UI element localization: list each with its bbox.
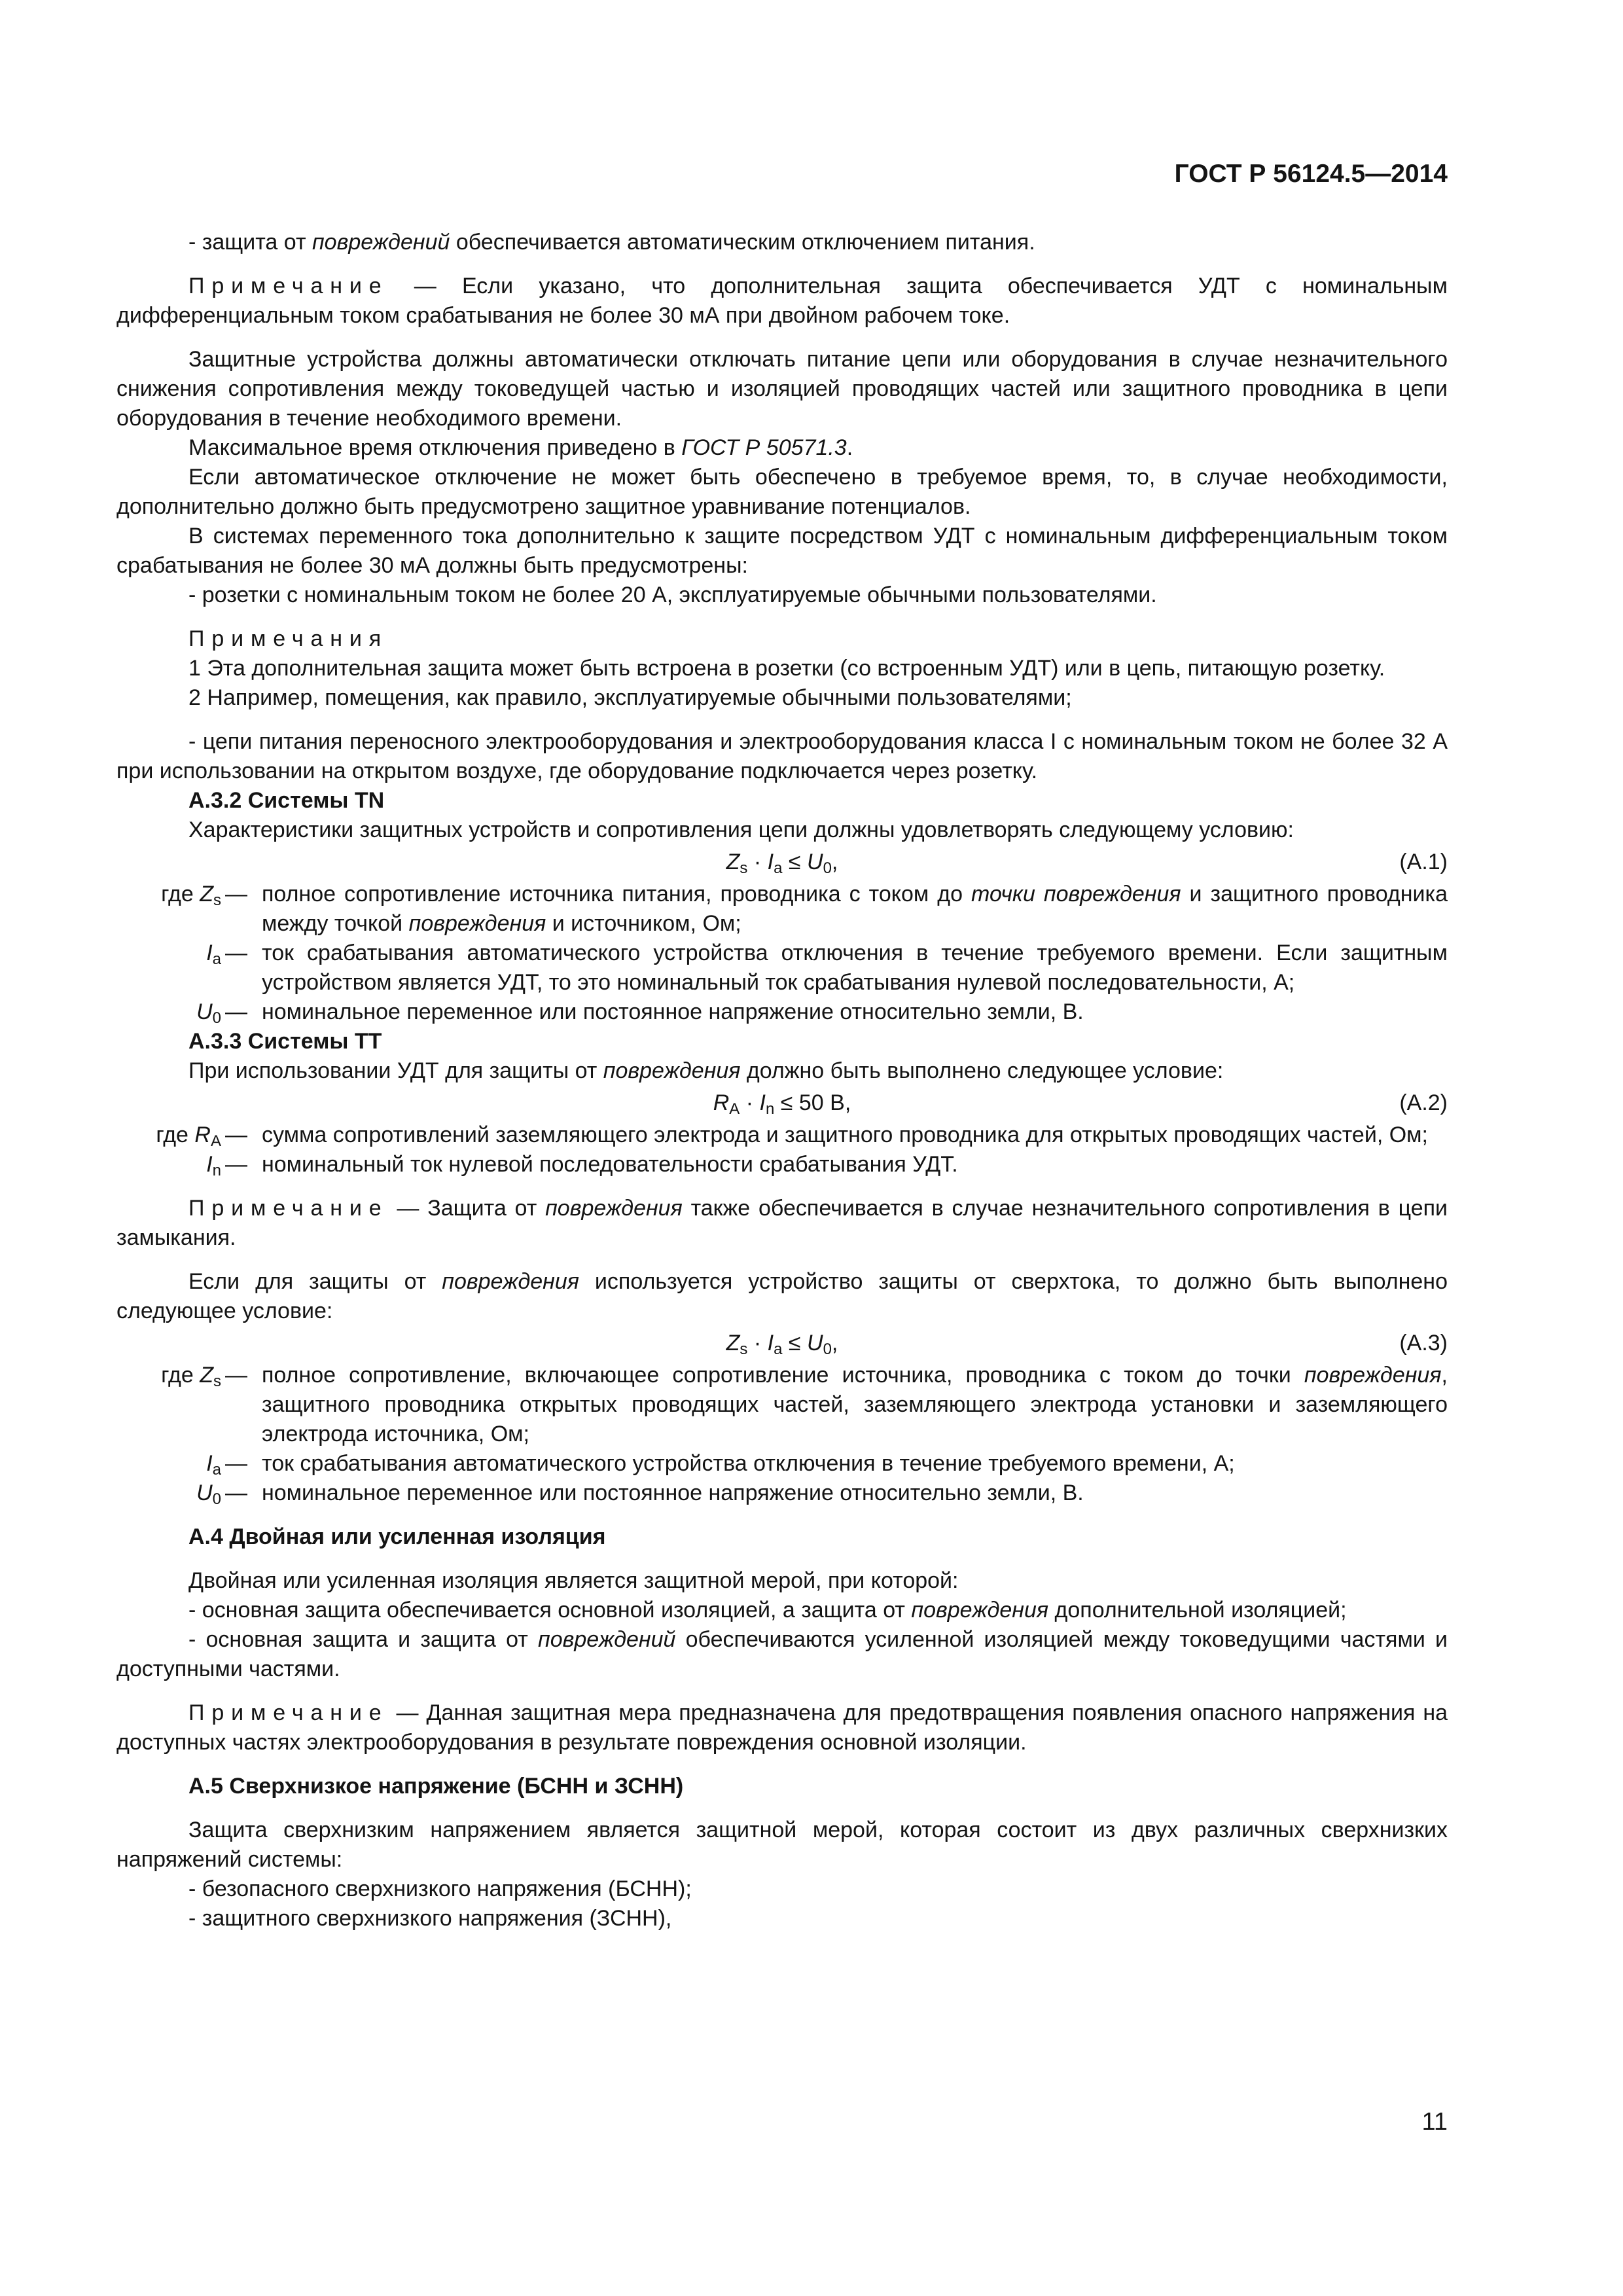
note: Примечание — Данная защитная мера предназначена для предотвращения появления опасного напряжения на доступных частях электрооборудования в результате повреждения основной изоляции. — [116, 1700, 1448, 1755]
note-label: Примечание — [188, 274, 389, 298]
list-item: - основная защита обеспечивается основной изоляцией, а защита от повреждения дополнительной изоляцией; — [188, 1598, 1347, 1623]
paragraph: При использовании УДТ для защиты от повреждения должно быть выполнено следующее условие: — [188, 1058, 1224, 1083]
paragraph: Защитные устройства должны автоматически отключать питание цепи или оборудования в случае незначительного снижения сопротивления между токоведущей частью и изоляцией проводящих частей или защитного проводника в цепи оборудования в течение необходимого времени. — [116, 347, 1448, 431]
notes-label: Примечания — [188, 626, 389, 651]
formula-expression: $R_A \cdot I_n \le 50$ В, — [713, 1090, 851, 1118]
formula — [116, 1329, 1448, 1358]
definition-symbol: $I_a$ — [206, 1451, 221, 1479]
definition-symbol: $I_a$ — [206, 941, 221, 968]
note-label: Примечание — [188, 1196, 389, 1221]
paragraph: Если для защиты от повреждения используется устройство защиты от сверхтока, то должно быть выполнено следующее условие: — [116, 1269, 1448, 1323]
formula-expression: $Z_s \cdot I_a \le U_0$, — [726, 1331, 838, 1358]
section-heading: А.3.2 Системы TN — [188, 788, 385, 813]
paragraph: Защита сверхнизким напряжением является защитной мерой, которая состоит из двух различных сверхнизких напряжений системы: — [116, 1818, 1448, 1872]
definition: где $R_A$ — сумма сопротивлений заземляющего электрода и защитного проводника для открытых проводящих частей, Ом; — [116, 1121, 1448, 1150]
definition: где $Z_s$ — полное сопротивление источника питания, проводника с током до точки повреждения и защитного проводника между точкой повреждения и источником, Ом; — [116, 880, 1448, 939]
list-item: - безопасного сверхнизкого напряжения (БСНН); — [188, 1876, 692, 1901]
document-code: ГОСТ Р 56124.5—2014 — [1174, 160, 1448, 188]
definition-symbol: где $Z_s$ — [161, 882, 221, 909]
list-item: - основная защита и защита от повреждений обеспечиваются усиленной изоляцией между токоведущими частями и доступными частями. — [116, 1627, 1448, 1681]
formula-number: (А.1) — [1399, 850, 1448, 874]
definition: $I_a$ — ток срабатывания автоматического устройства отключения в течение требуемого времени. Если защитным устройством является УДТ, то это номинальный ток срабатывания нулевой последовательности, А; — [116, 939, 1448, 997]
formula — [116, 848, 1448, 877]
definition: где $Z_s$ — полное сопротивление, включающее сопротивление источника, проводника с током до точки повреждения, защитного проводника открытых проводящих частей, заземляющего электрода установки и заземляющего электрода источника, Ом; — [116, 1361, 1448, 1449]
note-item: 1 Эта дополнительная защита может быть встроена в розетки (со встроенным УДТ) или в цепь, питающую розетку. — [188, 656, 1385, 681]
list-item: - цепи питания переносного электрооборудования и электрооборудования класса I с номинальным током не более 32 А при использовании на открытом воздухе, где оборудование подключается через розетку. — [116, 729, 1448, 783]
note-label: Примечание — [188, 1700, 389, 1725]
section-heading: А.5 Сверхнизкое напряжение (БСНН и ЗСНН) — [188, 1774, 684, 1799]
section-heading: А.4 Двойная или усиленная изоляция — [188, 1524, 606, 1549]
formula-number: (А.2) — [1399, 1090, 1448, 1115]
paragraph: Если автоматическое отключение не может быть обеспечено в требуемое время, то, в случае необходимости, дополнительно должно быть предусмотрено защитное уравнивание потенциалов. — [116, 465, 1448, 519]
definition-symbol: где $Z_s$ — [161, 1363, 221, 1390]
formula-expression: $Z_s \cdot I_a \le U_0$, — [726, 850, 838, 877]
note: Примечание — Если указано, что дополнительная защита обеспечивается УДТ с номинальным дифференциальным током срабатывания не более 30 мА при двойном рабочем токе. — [116, 274, 1448, 328]
list-item: - защита от повреждений обеспечивается автоматическим отключением питания. — [188, 230, 1035, 255]
paragraph: Двойная или усиленная изоляция является защитной мерой, при которой: — [188, 1568, 959, 1593]
paragraph: Максимальное время отключения приведено в ГОСТ Р 50571.3. — [188, 435, 853, 460]
note-item: 2 Например, помещения, как правило, эксплуатируемые обычными пользователями; — [188, 685, 1072, 710]
page-number: 11 — [1421, 2108, 1448, 2136]
list-item: - защитного сверхнизкого напряжения (ЗСНН), — [188, 1906, 672, 1931]
paragraph: В системах переменного тока дополнительно к защите посредством УДТ с номинальным дифференциальным током срабатывания не более 30 мА должны быть предусмотрены: — [116, 524, 1448, 578]
definition-symbol: $U_0$ — [196, 1480, 221, 1508]
definition: $I_a$ — ток срабатывания автоматического устройства отключения в течение требуемого времени, А; — [116, 1449, 1448, 1479]
definition-symbol: $I_n$ — [206, 1152, 221, 1179]
formula — [116, 1088, 1448, 1118]
definition-symbol: где $R_A$ — [156, 1122, 221, 1150]
list-item: - розетки с номинальным током не более 20 А, эксплуатируемые обычными пользователями. — [188, 583, 1157, 607]
page-body — [116, 228, 1448, 1933]
definition: $U_0$ — номинальное переменное или постоянное напряжение относительно земли, В. — [116, 1479, 1448, 1508]
paragraph: Характеристики защитных устройств и сопротивления цепи должны удовлетворять следующему условию: — [188, 817, 1294, 842]
section-heading: А.3.3 Системы TT — [188, 1029, 382, 1054]
definition: $I_n$ — номинальный ток нулевой последовательности срабатывания УДТ. — [116, 1150, 1448, 1179]
definition-symbol: $U_0$ — [196, 999, 221, 1027]
note: Примечание — Защита от повреждения также обеспечивается в случае незначительного сопротивления в цепи замыкания. — [116, 1196, 1448, 1250]
formula-number: (А.3) — [1399, 1331, 1448, 1355]
definition: $U_0$ — номинальное переменное или постоянное напряжение относительно земли, В. — [116, 997, 1448, 1027]
